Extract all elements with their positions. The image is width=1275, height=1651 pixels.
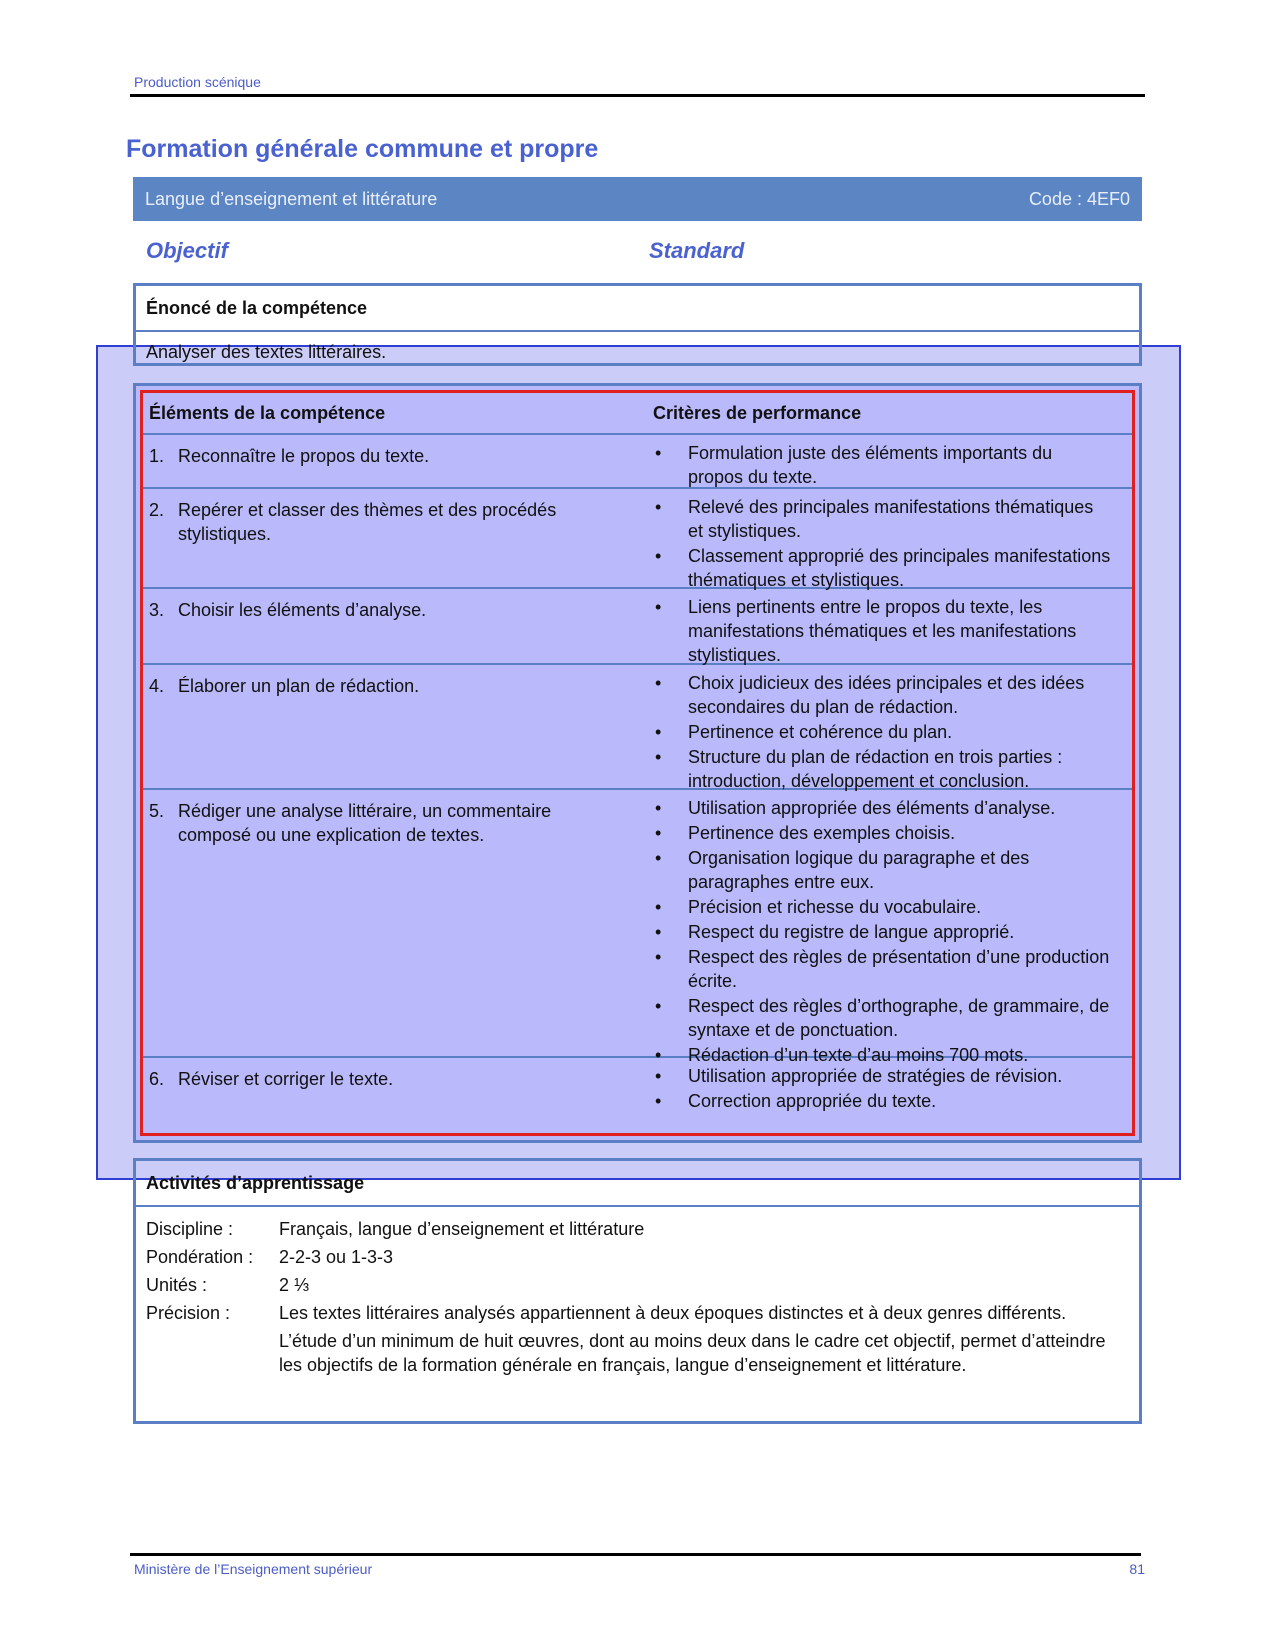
- criterion-item: • Utilisation appropriée de stratégies de révision.: [655, 1066, 1063, 1086]
- element-item: [149, 799, 619, 847]
- enonce-separator: [136, 330, 1139, 332]
- element-item: [149, 598, 619, 622]
- section-title: Formation générale commune et propre: [126, 135, 599, 163]
- activites-separator: [136, 1205, 1139, 1207]
- discipline-row: [146, 1217, 1129, 1241]
- enonce-heading: Énoncé de la compétence: [146, 298, 368, 318]
- precision-value: [146, 1301, 1129, 1377]
- precision-label: Précision :: [146, 1303, 231, 1323]
- bullet-icon: •: [655, 947, 662, 967]
- activites-box: [133, 1158, 1142, 1424]
- criterion-item: • Utilisation appropriée des éléments d’analyse.: [655, 798, 1056, 818]
- bullet-icon: •: [655, 497, 662, 517]
- criterion-item: • Relevé des principales manifestations thématiques et stylistiques.: [655, 497, 1094, 541]
- header-rule: [130, 94, 1145, 97]
- page-number: 81: [1129, 1561, 1145, 1577]
- table-row: [143, 1058, 1132, 1138]
- criterion-item: • Respect du registre de langue approprié.: [655, 922, 1015, 942]
- element-number: 5.: [149, 801, 165, 821]
- enonce-box: [133, 283, 1142, 366]
- discipline-label: Discipline :: [146, 1219, 234, 1239]
- running-header: Production scénique: [134, 74, 261, 90]
- criterion-item: • Pertinence et cohérence du plan.: [655, 722, 953, 742]
- bullet-icon: •: [655, 1045, 662, 1065]
- unites-row: [146, 1273, 1129, 1297]
- criterion-item: • Correction appropriée du texte.: [655, 1091, 937, 1111]
- element-text: Rédiger une analyse littéraire, un commentaire composé ou une explication de textes.: [178, 801, 552, 845]
- enonce-value: Analyser des textes littéraires.: [146, 342, 387, 362]
- activites-heading: Activités d’apprentissage: [146, 1173, 365, 1193]
- standard-label: Standard: [649, 238, 745, 263]
- criterion-item: • Précision et richesse du vocabulaire.: [655, 897, 982, 917]
- element-text: Choisir les éléments d’analyse.: [178, 600, 427, 620]
- criteria-list: [651, 595, 1111, 668]
- table-row: [143, 435, 1132, 489]
- bullet-icon: •: [655, 823, 662, 843]
- ponderation-row: [146, 1245, 1129, 1269]
- element-number: 3.: [149, 600, 165, 620]
- bullet-icon: •: [655, 443, 662, 463]
- criterion-item: • Formulation juste des éléments importants du propos du texte.: [655, 443, 1053, 487]
- element-item: [149, 444, 619, 468]
- precision-paragraph: L’étude d’un minimum de huit œuvres, dont au moins deux dans le cadre cet objectif, permet d’atteindre les objectifs de la formation générale en français, langue d’enseignement et littérature.: [279, 1331, 1106, 1375]
- ponderation-value: 2-2-3 ou 1-3-3: [279, 1247, 394, 1267]
- criteria-list: [651, 1064, 1111, 1114]
- bullet-icon: •: [655, 848, 662, 868]
- criterion-item: • Structure du plan de rédaction en trois parties : introduction, développement et conclusion.: [655, 747, 1063, 791]
- element-item: [149, 1067, 619, 1091]
- element-text: Repérer et classer des thèmes et des procédés stylistiques.: [178, 500, 557, 544]
- table-header-row: [143, 393, 1132, 435]
- element-item: [149, 498, 619, 546]
- objectif-label: Objectif: [146, 238, 228, 263]
- element-text: Réviser et corriger le texte.: [178, 1069, 394, 1089]
- element-number: 6.: [149, 1069, 165, 1089]
- element-text: Reconnaître le propos du texte.: [178, 446, 430, 466]
- bullet-icon: •: [655, 722, 662, 742]
- criterion-item: • Respect des règles d’orthographe, de grammaire, de syntaxe et de ponctuation.: [655, 996, 1110, 1040]
- table-row: [143, 489, 1132, 589]
- course-code: Code : 4EF0: [1028, 189, 1130, 209]
- ponderation-label: Pondération :: [146, 1247, 254, 1267]
- element-text: Élaborer un plan de rédaction.: [178, 676, 420, 696]
- bullet-icon: •: [655, 673, 662, 693]
- bullet-icon: •: [655, 1066, 662, 1086]
- precision-row: [146, 1301, 1129, 1381]
- unites-label: Unités :: [146, 1275, 208, 1295]
- precision-paragraph: Les textes littéraires analysés appartiennent à deux époques distinctes et à deux genres différents.: [279, 1303, 1067, 1323]
- table-row: [143, 665, 1132, 790]
- criterion-item: • Choix judicieux des idées principales et des idées secondaires du plan de rédaction.: [655, 673, 1085, 717]
- criterion-item: • Rédaction d’un texte d’au moins 700 mots.: [655, 1045, 1029, 1065]
- bullet-icon: •: [655, 747, 662, 767]
- element-number: 1.: [149, 446, 165, 466]
- competence-table: [133, 383, 1142, 1143]
- criteria-list: [651, 441, 1111, 490]
- element-item: [149, 674, 619, 698]
- bullet-icon: •: [655, 996, 662, 1016]
- criterion-item: • Classement approprié des principales manifestations thématiques et stylistiques.: [655, 546, 1111, 590]
- course-banner: [133, 177, 1142, 221]
- competence-table-inner: [140, 390, 1135, 1136]
- criteria-list: [651, 671, 1111, 794]
- bullet-icon: •: [655, 897, 662, 917]
- unites-value: 2 ⅓: [279, 1275, 310, 1295]
- bullet-icon: •: [655, 546, 662, 566]
- bullet-icon: •: [655, 597, 662, 617]
- course-name: Langue d’enseignement et littérature: [145, 189, 438, 209]
- footer-ministry: Ministère de l’Enseignement supérieur: [134, 1561, 373, 1577]
- element-number: 2.: [149, 500, 165, 520]
- col-header-elements: Éléments de la compétence: [149, 403, 386, 423]
- criteria-list: [651, 796, 1111, 1068]
- bullet-icon: •: [655, 1091, 662, 1111]
- footer-rule: [130, 1553, 1141, 1556]
- criterion-item: • Respect des règles de présentation d’une production écrite.: [655, 947, 1110, 991]
- table-row: [143, 589, 1132, 665]
- bullet-icon: •: [655, 798, 662, 818]
- criterion-item: • Organisation logique du paragraphe et des paragraphes entre eux.: [655, 848, 1030, 892]
- col-header-criteres: Critères de performance: [653, 403, 862, 423]
- element-number: 4.: [149, 676, 165, 696]
- criterion-item: • Liens pertinents entre le propos du texte, les manifestations thématiques et les manifestations stylistiques.: [655, 597, 1077, 665]
- criterion-item: • Pertinence des exemples choisis.: [655, 823, 956, 843]
- discipline-value: Français, langue d’enseignement et littérature: [279, 1219, 645, 1239]
- bullet-icon: •: [655, 922, 662, 942]
- criteria-list: [651, 495, 1111, 593]
- table-row: [143, 790, 1132, 1065]
